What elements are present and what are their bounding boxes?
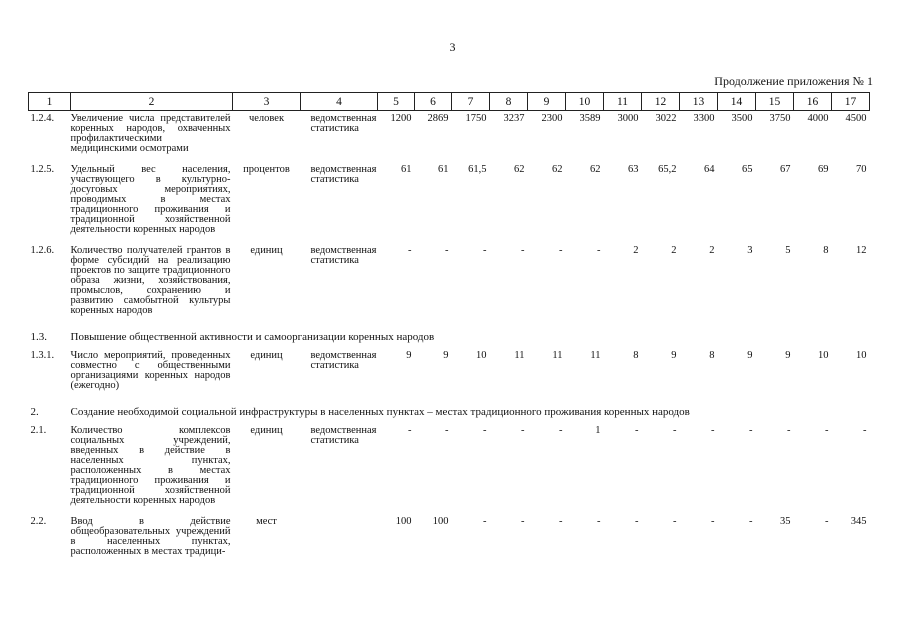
indicator-value: - bbox=[408, 245, 412, 256]
indicator-value: - bbox=[408, 425, 412, 436]
indicator-value: 10 bbox=[818, 350, 829, 361]
indicator-value: - bbox=[483, 425, 487, 436]
indicator-value: 5 bbox=[785, 245, 791, 256]
section-row bbox=[29, 399, 870, 423]
indicator-value: 2869 bbox=[427, 113, 449, 124]
indicator-number: 1.3.1. bbox=[30, 350, 55, 361]
indicator-value: 345 bbox=[850, 516, 867, 527]
column-header: 11 bbox=[604, 93, 642, 111]
section-row bbox=[29, 324, 870, 348]
table-row bbox=[29, 243, 870, 324]
indicator-value: 11 bbox=[590, 350, 601, 361]
column-header: 15 bbox=[756, 93, 794, 111]
indicator-value: 2 bbox=[671, 245, 677, 256]
indicator-value: - bbox=[483, 245, 487, 256]
appendix-continuation-label: Продолжение приложения № 1 bbox=[714, 74, 873, 88]
indicator-value: - bbox=[673, 425, 677, 436]
indicator-value: - bbox=[673, 516, 677, 527]
indicator-value: 62 bbox=[590, 164, 601, 175]
column-header: 6 bbox=[415, 93, 452, 111]
indicator-value: 62 bbox=[552, 164, 563, 175]
column-header: 17 bbox=[832, 93, 870, 111]
indicator-value: 1200 bbox=[390, 113, 412, 124]
indicator-value: 3 bbox=[747, 245, 753, 256]
indicator-name: Увеличение числа представителей коренных народов, охваченных профилактическими медицинскими осмотрами bbox=[70, 113, 231, 154]
indicator-value: - bbox=[559, 425, 563, 436]
indicator-value: - bbox=[483, 516, 487, 527]
indicator-value: - bbox=[825, 516, 829, 527]
table-row bbox=[29, 162, 870, 243]
indicators-table bbox=[28, 92, 870, 565]
column-header: 1 bbox=[29, 93, 71, 111]
section-title: Создание необходимой социальной инфраструктуры в населенных пунктах – местах традиционного проживания коренных народов bbox=[70, 406, 690, 418]
indicator-value: 65 bbox=[742, 164, 753, 175]
indicator-value: 9 bbox=[785, 350, 791, 361]
indicator-value: - bbox=[749, 425, 753, 436]
column-header: 16 bbox=[794, 93, 832, 111]
indicator-value: - bbox=[521, 245, 525, 256]
indicator-source bbox=[301, 514, 378, 565]
indicator-number: 1.2.4. bbox=[30, 113, 55, 124]
section-number: 2. bbox=[30, 406, 39, 418]
column-header: 4 bbox=[301, 93, 378, 111]
indicator-value: 9 bbox=[406, 350, 412, 361]
indicator-value: 100 bbox=[432, 516, 449, 527]
indicator-value: 2300 bbox=[541, 113, 563, 124]
indicator-name: Удельный вес населения, участвующего в культурно-досуговых мероприятиях, проводимых в местах традиционного проживания и традиционной хозяйственной деятельности коренных народов bbox=[70, 164, 231, 235]
indicator-value: - bbox=[863, 425, 867, 436]
table-row bbox=[29, 514, 870, 565]
indicator-value: 63 bbox=[628, 164, 639, 175]
indicator-number: 2.2. bbox=[30, 516, 47, 527]
indicator-value: 3300 bbox=[693, 113, 715, 124]
indicator-number: 1.2.5. bbox=[30, 164, 55, 175]
indicator-value: - bbox=[597, 516, 601, 527]
indicator-value: 64 bbox=[704, 164, 715, 175]
indicator-unit: единиц bbox=[250, 425, 283, 436]
indicator-value: - bbox=[445, 425, 449, 436]
indicator-value: 11 bbox=[514, 350, 525, 361]
indicator-source: ведомственная статистика bbox=[310, 113, 377, 134]
indicator-value: 35 bbox=[780, 516, 791, 527]
indicator-value: 9 bbox=[671, 350, 677, 361]
indicator-value: - bbox=[521, 425, 525, 436]
indicator-source: ведомственная статистика bbox=[310, 245, 377, 266]
indicator-value: 3237 bbox=[503, 113, 525, 124]
table-row bbox=[29, 348, 870, 399]
table-row bbox=[29, 423, 870, 514]
indicator-value: 62 bbox=[514, 164, 525, 175]
column-header: 10 bbox=[566, 93, 604, 111]
indicator-unit: человек bbox=[248, 113, 285, 124]
indicator-name: Число мероприятий, проведенных совместно с общественными организациями коренных народов (ежегодно) bbox=[70, 350, 231, 391]
indicator-value: 8 bbox=[709, 350, 715, 361]
indicator-unit: мест bbox=[256, 516, 277, 527]
indicator-unit: единиц bbox=[250, 350, 283, 361]
indicator-value: 12 bbox=[856, 245, 867, 256]
indicator-value: 3022 bbox=[655, 113, 677, 124]
indicator-value: 9 bbox=[747, 350, 753, 361]
page-number: 3 bbox=[449, 40, 456, 54]
indicator-number: 1.2.6. bbox=[30, 245, 55, 256]
header-row bbox=[29, 93, 870, 111]
column-header: 8 bbox=[490, 93, 528, 111]
indicator-value: 67 bbox=[780, 164, 791, 175]
indicator-value: 4000 bbox=[807, 113, 829, 124]
indicator-name: Количество получателей грантов в форме субсидий на реализацию проектов по защите традиционного образа жизни, хозяйствования, промыслов, сохранению и развитию самобытной культуры коренных народов bbox=[70, 245, 231, 316]
indicator-value: 69 bbox=[818, 164, 829, 175]
indicator-value: 2 bbox=[709, 245, 715, 256]
table-body bbox=[29, 111, 870, 566]
indicator-value: 61 bbox=[438, 164, 449, 175]
indicator-value: 65,2 bbox=[658, 164, 677, 175]
indicator-value: - bbox=[445, 245, 449, 256]
column-header: 7 bbox=[452, 93, 490, 111]
indicator-value: 8 bbox=[633, 350, 639, 361]
column-header: 12 bbox=[642, 93, 680, 111]
indicator-source: ведомственная статистика bbox=[310, 425, 377, 446]
section-title: Повышение общественной активности и самоорганизации коренных народов bbox=[70, 331, 435, 343]
indicator-value: - bbox=[711, 425, 715, 436]
indicator-value: 3000 bbox=[617, 113, 639, 124]
column-header: 3 bbox=[233, 93, 301, 111]
indicator-value: - bbox=[749, 516, 753, 527]
indicator-value: 1750 bbox=[465, 113, 487, 124]
indicator-value: 2 bbox=[633, 245, 639, 256]
column-header: 13 bbox=[680, 93, 718, 111]
indicator-value: 8 bbox=[823, 245, 829, 256]
indicator-value: 3589 bbox=[579, 113, 601, 124]
indicator-value: - bbox=[825, 425, 829, 436]
indicator-value: - bbox=[559, 516, 563, 527]
indicator-value: 10 bbox=[476, 350, 487, 361]
indicator-number: 2.1. bbox=[30, 425, 47, 436]
indicator-name: Количество комплексов социальных учреждений, введенных в действие в населенных пунктах, расположенных в местах традиционного проживания и традиционной хозяйственной деятельности коренных народов bbox=[70, 425, 231, 506]
section-number: 1.3. bbox=[30, 331, 47, 343]
indicator-value: 61,5 bbox=[468, 164, 487, 175]
indicator-source: ведомственная статистика bbox=[310, 164, 377, 185]
column-header: 9 bbox=[528, 93, 566, 111]
indicator-value: 70 bbox=[856, 164, 867, 175]
indicator-value: 61 bbox=[401, 164, 412, 175]
column-header: 2 bbox=[71, 93, 233, 111]
indicator-source: ведомственная статистика bbox=[310, 350, 377, 371]
indicator-value: - bbox=[787, 425, 791, 436]
indicator-value: 1 bbox=[595, 425, 601, 436]
table-row bbox=[29, 111, 870, 163]
indicator-value: - bbox=[635, 425, 639, 436]
indicator-value: 4500 bbox=[845, 113, 867, 124]
indicator-value: 10 bbox=[856, 350, 867, 361]
indicator-value: - bbox=[635, 516, 639, 527]
indicator-value: - bbox=[711, 516, 715, 527]
indicator-value: - bbox=[521, 516, 525, 527]
column-header: 14 bbox=[718, 93, 756, 111]
indicator-unit: процентов bbox=[243, 164, 290, 175]
indicator-value: 3500 bbox=[731, 113, 753, 124]
column-header: 5 bbox=[378, 93, 415, 111]
indicator-value: 100 bbox=[395, 516, 412, 527]
indicator-value: 11 bbox=[552, 350, 563, 361]
indicator-value: 9 bbox=[443, 350, 449, 361]
indicator-name: Ввод в действие общеобразовательных учреждений в населенных пунктах, расположенных в местах традици- bbox=[70, 516, 231, 557]
indicator-value: - bbox=[559, 245, 563, 256]
indicator-value: - bbox=[597, 245, 601, 256]
indicator-value: 3750 bbox=[769, 113, 791, 124]
indicator-unit: единиц bbox=[250, 245, 283, 256]
